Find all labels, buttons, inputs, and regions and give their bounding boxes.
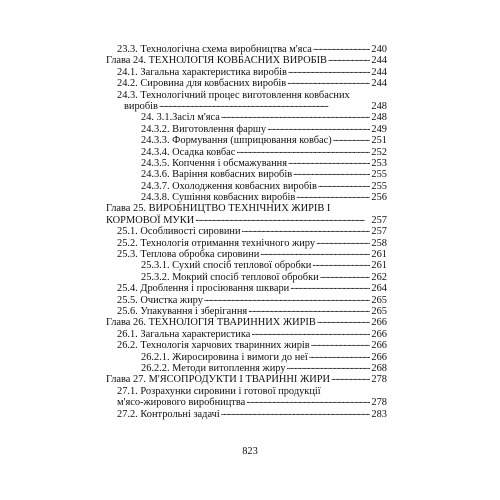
toc-entry-page: 249 [371,123,387,135]
toc-entry-title: 25.3.2. Мокрий спосіб теплової обробки [141,271,319,283]
dot-leader [313,42,371,53]
dot-leader [316,236,370,247]
dot-leader [312,258,370,269]
toc-entry-page: 265 [371,305,387,317]
toc-entry [0,363,387,374]
toc-entry-title: 25.4. Дроблення і просіювання шквари [117,283,290,295]
toc-entry-page: 264 [371,283,387,295]
toc-entry [0,409,387,420]
dot-leader [318,179,371,190]
dot-leader [328,53,370,64]
dot-leader [236,145,370,156]
toc-entry-title: 26.2. Технологія харчових тваринних жирів [117,340,310,352]
toc-entry-title: 24.3.5. Копчення і обсмажування [141,157,288,169]
toc-entry-page: 261 [371,260,387,272]
toc-entry-title: 25.1. Особливості сировини [117,226,241,238]
dot-leader [267,122,370,133]
toc-entry-page: 255 [371,180,387,192]
toc-entry-title: 26.2.1. Жиросировина і вимоги до неї [141,351,308,363]
dot-leader [248,304,370,315]
toc-entry [0,124,387,135]
toc-entry-page: 266 [371,340,387,352]
toc-entry-title: 24. 3.1.Засіл м'яса [141,112,220,124]
toc-entry-page: 251 [371,135,387,147]
toc-entry-title: 24.3.6. Варіння ковбасних виробів [141,169,293,181]
dot-leader [251,327,370,338]
toc-entry-title: КОРМОВОЇ МУКИ [106,214,195,226]
dot-leader [293,167,370,178]
dot-leader [333,133,371,144]
dot-leader [204,293,370,304]
toc-entry-page: 244 [371,66,387,78]
toc-entry-title: Глава 24. ТЕХНОЛОГІЯ КОВБАСНИХ ВИРОБІВ [106,55,327,67]
toc-entry-page: 262 [371,271,387,283]
toc-entry-page: 253 [371,157,387,169]
toc-entry-page: 240 [371,44,387,55]
toc-entry-page: 283 [371,408,387,420]
toc-entry-page: 248 [371,112,387,124]
toc-entry-title: Глава 27. М'ЯСОПРОДУКТИ І ТВАРИННІ ЖИРИ [106,374,331,386]
page-number: 823 [242,446,258,457]
toc-entry-page: 266 [371,328,387,340]
toc-entry-page: 255 [371,169,387,181]
toc-entry-title: 27.2. Контрольні задачі [117,408,220,420]
toc-entry [0,374,387,385]
toc-entry-page: 261 [371,249,387,261]
toc-entry-title: 26.1. Загальна характеристика [117,328,251,340]
toc-entry-title: 23.3. Технологічна схема виробництва м'яса [117,44,312,55]
toc-entry-title: Глава 26. ТЕХНОЛОГІЯ ТВАРИННИХ ЖИРІВ [106,317,316,329]
toc-entry [0,78,387,89]
toc-entry-page: 257 [371,214,387,226]
toc-entry-title: 24.2. Сировина для ковбасних виробів [117,78,287,90]
dot-leader [317,315,371,326]
dot-leader [246,395,370,406]
dot-leader [242,224,371,235]
dot-leader [159,99,370,110]
dot-leader [221,110,371,121]
toc-entry-title: 24.3.3. Формування (шприцювання ковбас) [141,135,332,147]
toc-entry-title: 25.6. Упакування і зберігання [117,305,248,317]
toc-entry-title: м'ясо-жирового виробництва [117,397,246,409]
dot-leader [309,350,371,361]
dot-leader [288,156,370,167]
dot-leader [296,190,370,201]
toc-entry-page: 258 [371,237,387,249]
toc-entry-title: 24.3.7. Охолодження ковбасних виробів [141,180,317,192]
toc-entry-page: 252 [371,146,387,158]
dot-leader [290,281,370,292]
dot-leader [288,65,371,76]
toc-entry-title: виробів [124,100,158,112]
toc-entry-title: 25.2. Технологія отримання технічного жиру [117,237,316,249]
toc-entry-page: 244 [371,55,387,67]
dot-leader [331,372,370,383]
toc-entry-page: 265 [371,294,387,306]
toc-entry-page: 278 [371,374,387,386]
toc-entry-title: 24.3. Технологічний процес виготовлення ковбасних [117,89,350,101]
toc-entry-title: 25.3. Теплова обробка сировини [117,249,260,261]
toc-entry-page: 278 [371,397,387,409]
dot-leader [320,270,371,281]
toc-entry-page: 244 [371,78,387,90]
toc-entry-page: 257 [371,226,387,238]
toc-entry [0,192,387,203]
toc-entry-page: 266 [371,317,387,329]
dot-leader [195,213,370,224]
table-of-contents [0,44,500,420]
toc-entry-title: 25.5. Очистка жиру [117,294,203,306]
dot-leader [287,361,371,372]
toc-entry-title: 24.1. Загальна характеристика виробів [117,66,287,78]
toc-entry-title: 25.3.1. Сухий спосіб теплової обробки [141,260,312,272]
dot-leader [260,247,370,258]
toc-entry-page: 266 [371,351,387,363]
dot-leader [287,76,370,87]
toc-entry-title: 24.3.2. Виготовлення фаршу [141,123,267,135]
toc-entry-title: 27.1. Розрахунки сировини і готової продукції [117,385,321,397]
toc-entry-page: 268 [371,362,387,374]
toc-entry-title: 24.3.4. Осадка ковбас [141,146,236,158]
toc-entry-title: Глава 25. ВИРОБНИЦТВО ТЕХНІЧНИХ ЖИРІВ І [106,203,331,215]
toc-entry-title: 24.3.8. Сушіння ковбасних виробів [141,192,296,204]
toc-entry-page: 248 [371,100,387,112]
toc-entry-page: 256 [371,192,387,204]
dot-leader [311,338,371,349]
toc-entry-title: 26.2.2. Методи витоплення жиру [141,362,286,374]
dot-leader [221,407,371,418]
